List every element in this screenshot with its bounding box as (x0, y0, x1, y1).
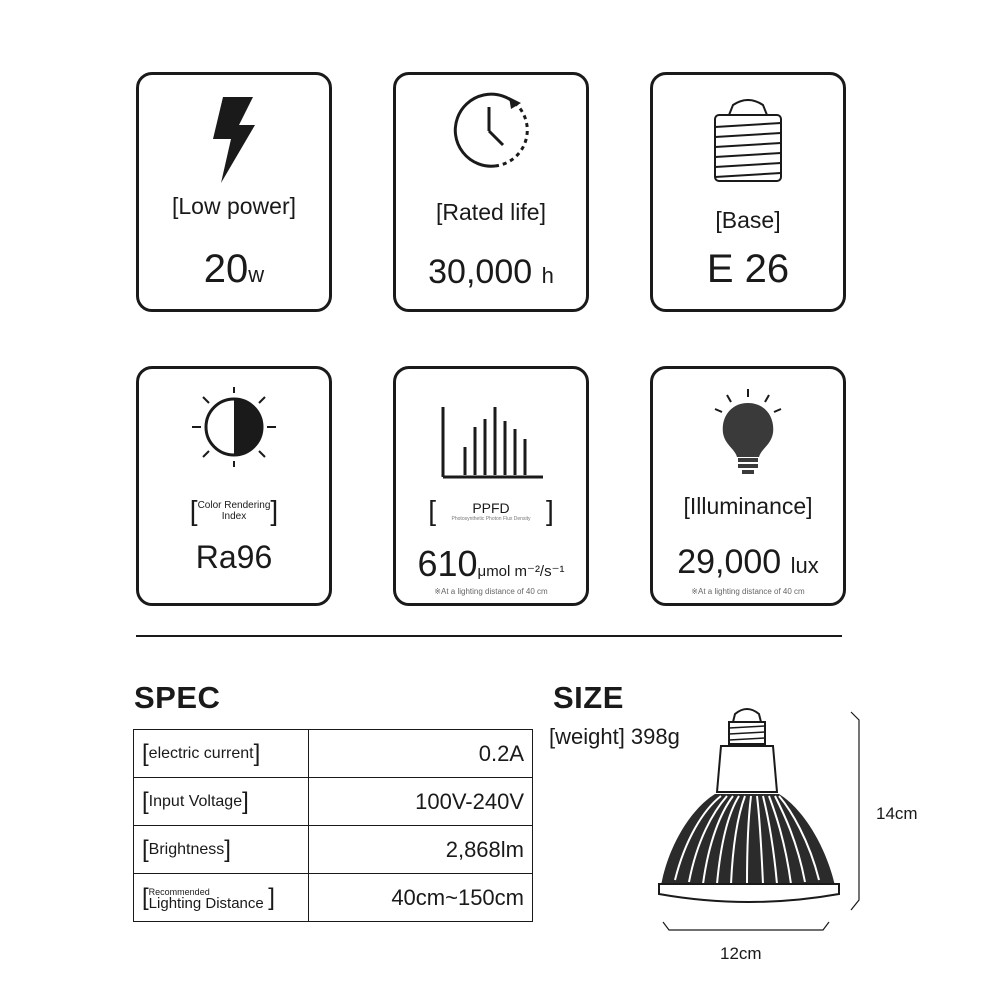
base-value: E 26 (706, 247, 790, 291)
bulb-dimension-drawing (655, 700, 865, 945)
table-row (134, 826, 533, 874)
bulb-base-icon (653, 99, 843, 188)
half-sun-icon (139, 387, 329, 472)
section-divider (136, 635, 842, 637)
width-dimension: 12cm (720, 944, 762, 963)
spec-key: [Brightness] (134, 826, 309, 874)
clock-icon (396, 91, 586, 176)
spec-key: [ Recommended Lighting Distance ] (134, 874, 309, 922)
spec-key: [Input Voltage] (134, 778, 309, 826)
size-heading: SIZE (553, 680, 624, 715)
ppfd-card (393, 366, 589, 606)
spec-value: 40cm~150cm (309, 874, 533, 922)
color-rendering-value: Ra96 (195, 539, 273, 575)
low-power-card (136, 72, 332, 312)
spec-heading: SPEC (134, 680, 221, 715)
base-card (650, 72, 846, 312)
light-bulb-icon (653, 387, 843, 482)
ppfd-note: ※At a lighting distance of 40 cm (434, 587, 548, 596)
ppfd-value: 610μmol m⁻²/s⁻¹ (417, 543, 565, 584)
spectrum-icon (396, 407, 586, 484)
illuminance-note: ※At a lighting distance of 40 cm (691, 587, 805, 596)
color-rendering-card (136, 366, 332, 606)
table-row (134, 778, 533, 826)
color-rendering-label: [Color Rendering Index ] (189, 495, 279, 526)
table-row (134, 874, 533, 922)
height-dimension: 14cm (876, 804, 918, 823)
table-row (134, 730, 533, 778)
rated-life-card (393, 72, 589, 312)
spec-value: 0.2A (309, 730, 533, 778)
weight-label: [weight] 398g (549, 724, 680, 749)
spec-value: 2,868lm (309, 826, 533, 874)
spec-value: 100V-240V (309, 778, 533, 826)
illuminance-card (650, 366, 846, 606)
base-label: [Base] (715, 207, 781, 233)
illuminance-value: 29,000 lux (677, 543, 819, 581)
spec-key: [electric current] (134, 730, 309, 778)
low-power-label: [Low power] (171, 193, 296, 219)
spec-table (133, 729, 533, 922)
low-power-value: 20w (203, 247, 265, 291)
ppfd-label: [ PPFD Photosynthetic Photon Flux Density ] (428, 495, 554, 526)
rated-life-label: [Rated life] (436, 199, 546, 225)
illuminance-label: [Illuminance] (683, 493, 813, 519)
rated-life-value: 30,000 h (428, 253, 554, 291)
lightning-icon (139, 97, 329, 188)
